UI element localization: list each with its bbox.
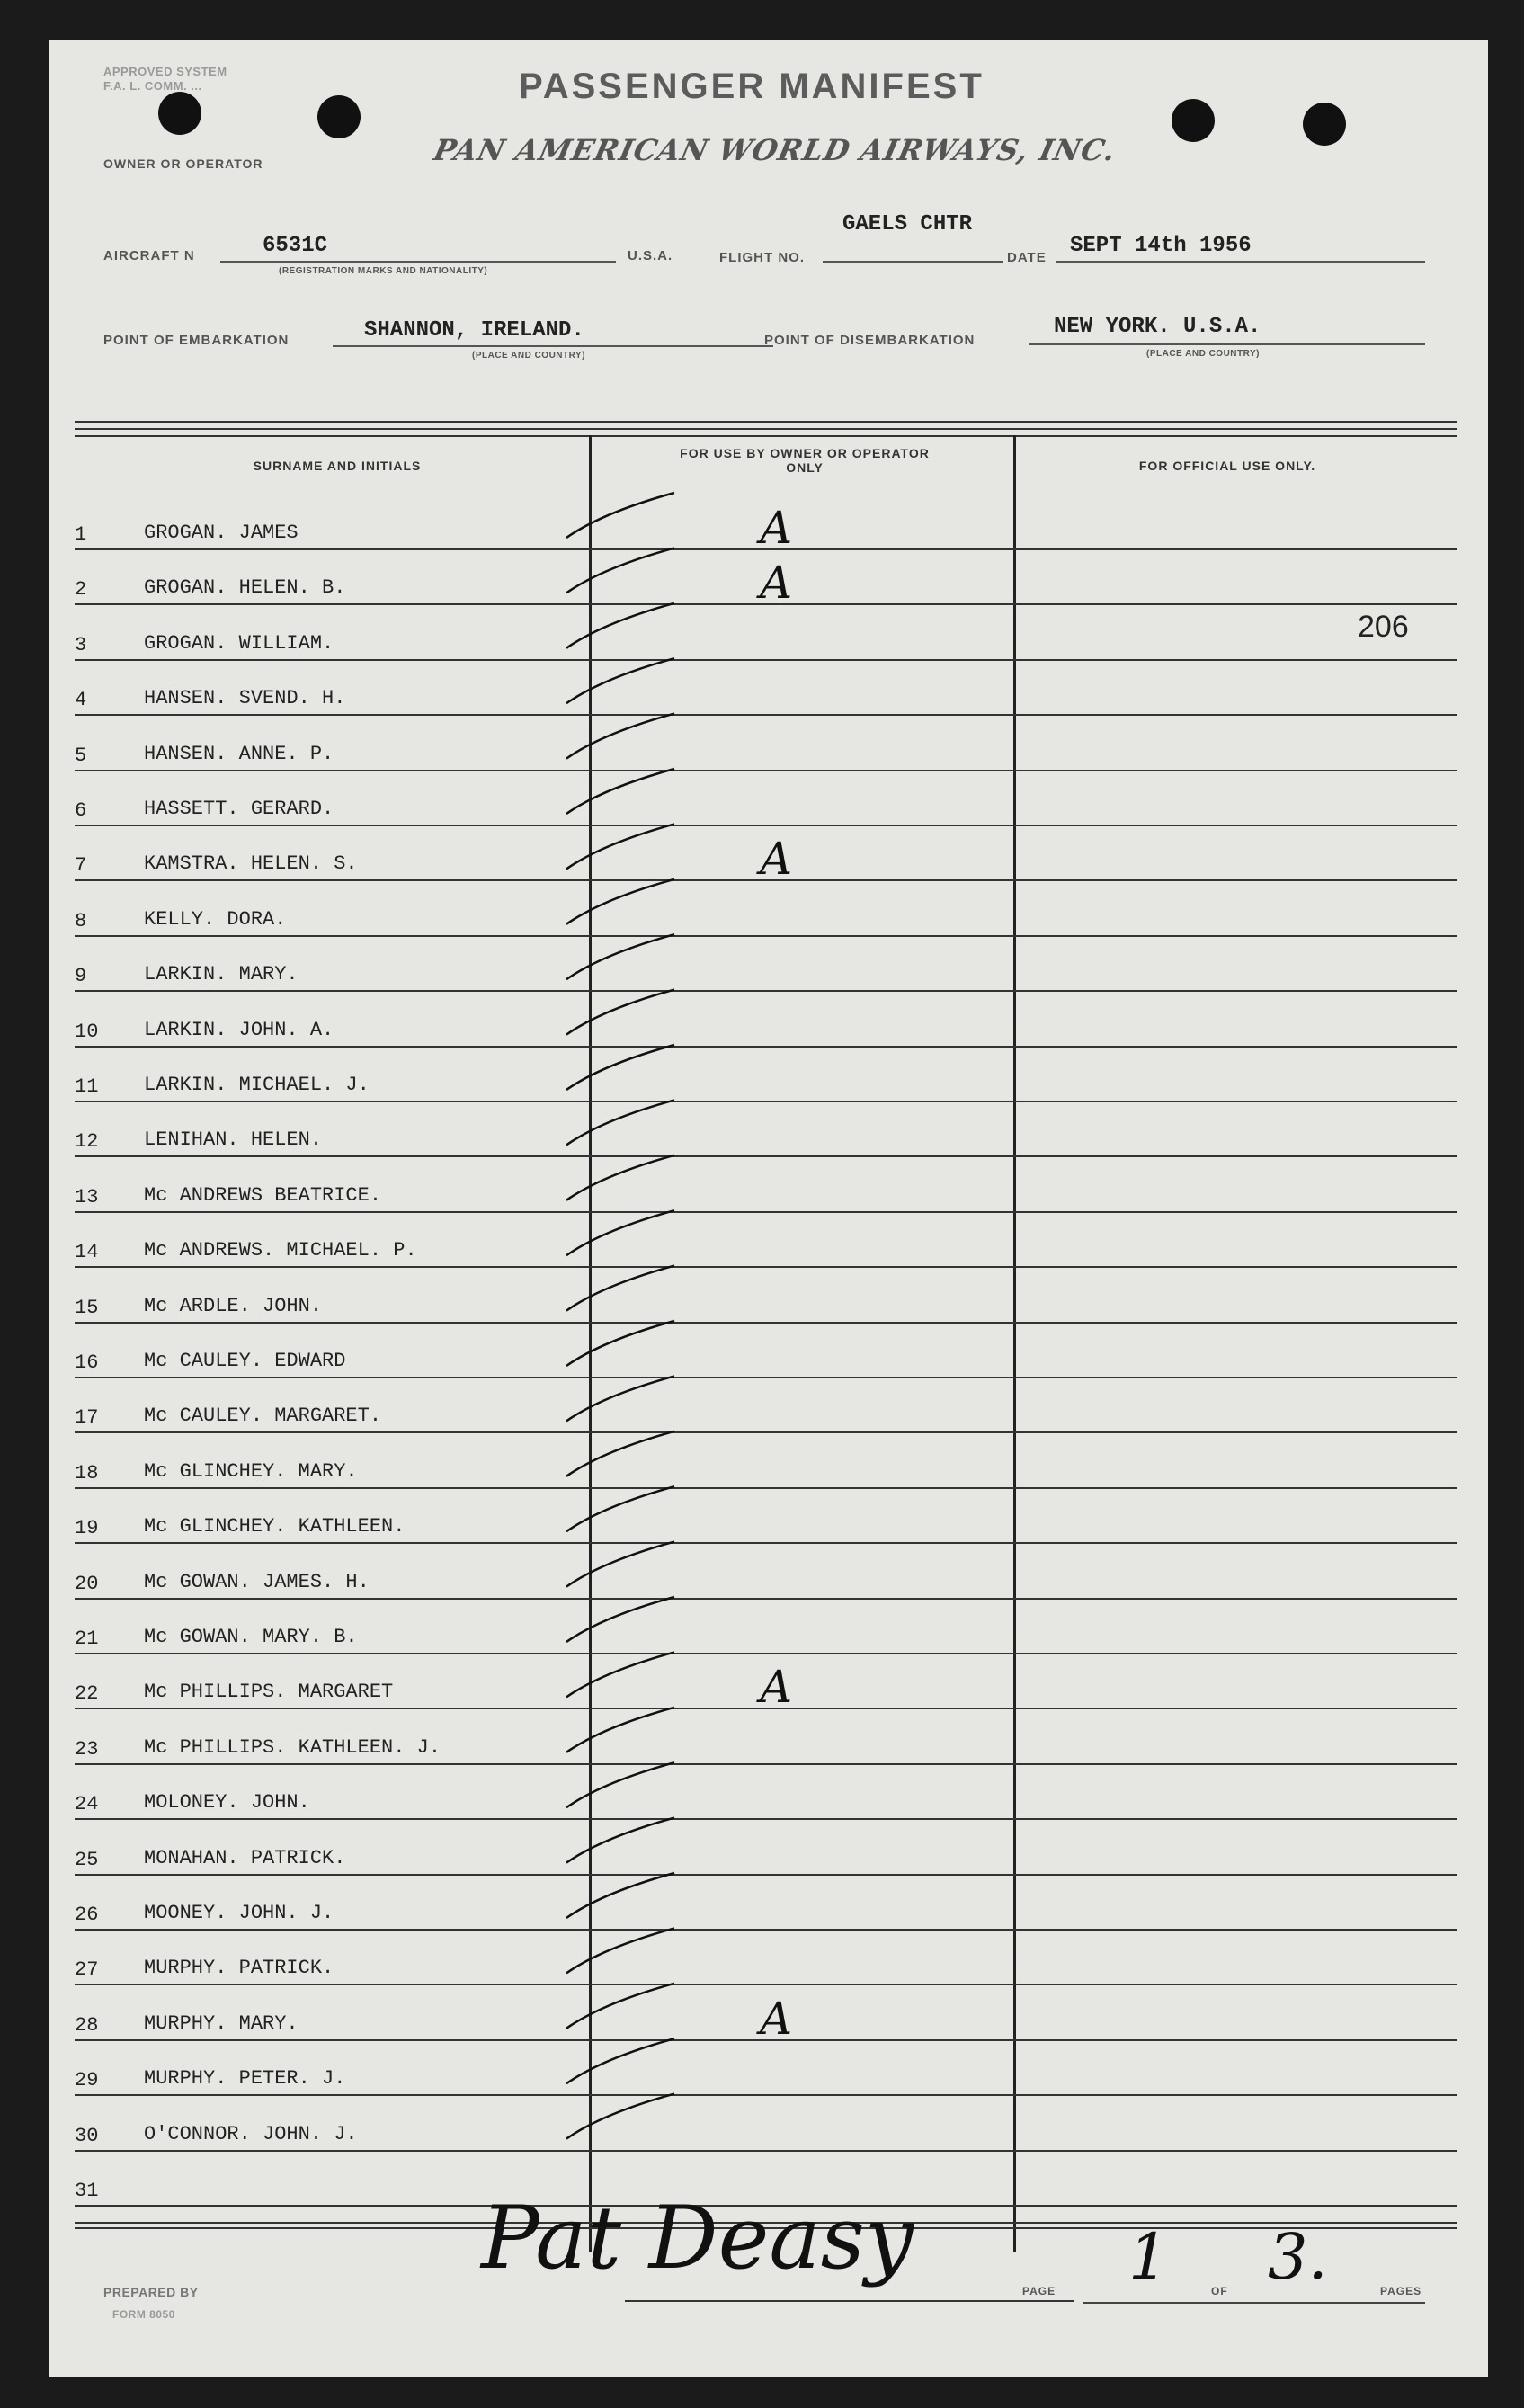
tick-mark xyxy=(566,603,674,648)
embark-label: POINT OF EMBARKATION xyxy=(103,333,290,348)
col-header-operator: FOR USE BY OWNER OR OPERATOR ONLY xyxy=(680,446,930,475)
passenger-name: MURPHY. PATRICK. xyxy=(144,1957,334,1980)
passenger-name: HANSEN. ANNE. P. xyxy=(144,742,334,765)
row-number: 24 xyxy=(75,1793,99,1816)
tick-mark xyxy=(566,1210,674,1255)
tick-mark xyxy=(566,1321,674,1366)
operator-mark: A xyxy=(760,557,793,610)
row-number: 27 xyxy=(75,1958,99,1982)
row-number: 29 xyxy=(75,2069,99,2092)
row-number: 11 xyxy=(75,1075,99,1098)
tick-mark xyxy=(566,1708,674,1752)
country-text: U.S.A. xyxy=(628,248,673,263)
row-number: 9 xyxy=(75,965,87,988)
passenger-name: HASSETT. GERARD. xyxy=(144,798,334,820)
row-number: 6 xyxy=(75,799,87,822)
operator-mark: A xyxy=(760,1992,793,2045)
passenger-name: MOONEY. JOHN. J. xyxy=(144,1902,334,1924)
row-number: 25 xyxy=(75,1848,99,1871)
approval-text: APPROVED SYSTEM F.A. L. COMM. ... xyxy=(103,65,227,93)
row-number: 19 xyxy=(75,1517,99,1540)
passenger-name: Mc ANDREWS. MICHAEL. P. xyxy=(144,1239,417,1262)
flight-value: GAELS CHTR xyxy=(842,212,973,236)
passenger-name: LENIHAN. HELEN. xyxy=(144,1128,323,1152)
passenger-name: Mc GOWAN. MARY. B. xyxy=(144,1626,358,1648)
place-caption-1: (PLACE AND COUNTRY) xyxy=(472,351,585,361)
disembark-value: NEW YORK. U.S.A. xyxy=(1054,315,1261,339)
aircraft-label: AIRCRAFT N xyxy=(103,248,195,263)
row-number: 20 xyxy=(75,1572,99,1595)
page-current: 1 xyxy=(1128,2220,1169,2294)
tick-marks xyxy=(49,40,1488,2377)
tick-mark xyxy=(566,1155,674,1200)
tick-mark xyxy=(566,1818,674,1863)
row-number: 3 xyxy=(75,633,87,656)
passenger-name: LARKIN. MARY. xyxy=(144,963,299,986)
tick-mark xyxy=(566,1266,674,1311)
tick-mark xyxy=(566,1376,674,1421)
row-number: 21 xyxy=(75,1628,99,1650)
tick-mark xyxy=(566,714,674,759)
passenger-name: Mc ARDLE. JOHN. xyxy=(144,1294,323,1317)
row-number: 13 xyxy=(75,1185,99,1208)
flight-label: FLIGHT NO. xyxy=(719,250,805,265)
passenger-name: LARKIN. JOHN. A. xyxy=(144,1018,334,1041)
row-number: 4 xyxy=(75,689,87,712)
tick-mark xyxy=(566,1928,674,1973)
row-number: 16 xyxy=(75,1351,99,1374)
row-number: 14 xyxy=(75,1241,99,1264)
tick-mark xyxy=(566,769,674,814)
row-number: 28 xyxy=(75,2013,99,2037)
passenger-name: MONAHAN. PATRICK. xyxy=(144,1846,346,1869)
row-number: 17 xyxy=(75,1406,99,1430)
row-number: 7 xyxy=(75,854,87,878)
tick-mark xyxy=(566,1873,674,1918)
row-number: 15 xyxy=(75,1296,99,1319)
passenger-name: Mc PHILLIPS. MARGARET xyxy=(144,1681,394,1704)
passenger-name: MOLONEY. JOHN. xyxy=(144,1791,310,1815)
page-title: PASSENGER MANIFEST xyxy=(519,67,985,106)
row-number: 2 xyxy=(75,578,87,602)
embark-value: SHANNON, IRELAND. xyxy=(364,318,584,343)
place-caption-2: (PLACE AND COUNTRY) xyxy=(1146,349,1260,359)
operator-mark: A xyxy=(760,833,793,886)
row-number: 30 xyxy=(75,2124,99,2147)
page-total: 3. xyxy=(1268,2220,1328,2294)
manifest-sheet xyxy=(49,40,1488,2377)
tick-mark xyxy=(566,879,674,924)
page-line xyxy=(1083,2302,1425,2304)
tick-mark xyxy=(566,1597,674,1642)
row-number: 10 xyxy=(75,1020,99,1043)
passenger-name: HANSEN. SVEND. H. xyxy=(144,687,346,710)
tick-mark xyxy=(566,1100,674,1145)
passenger-name: Mc CAULEY. EDWARD xyxy=(144,1350,346,1372)
tick-mark xyxy=(566,548,674,593)
row-number: 18 xyxy=(75,1461,99,1485)
tick-mark xyxy=(566,1762,674,1807)
tick-mark xyxy=(566,990,674,1035)
tick-mark xyxy=(566,1984,674,2029)
row-number: 5 xyxy=(75,744,87,767)
passenger-name: GROGAN. WILLIAM. xyxy=(144,631,334,655)
row-number: 8 xyxy=(75,909,87,932)
prepared-label: PREPARED BY xyxy=(103,2285,199,2299)
passenger-name: Mc CAULEY. MARGARET. xyxy=(144,1405,382,1428)
pages-label: PAGES xyxy=(1380,2285,1422,2297)
operator-mark: A xyxy=(760,1661,793,1714)
passenger-name: O'CONNOR. JOHN. J. xyxy=(144,2122,358,2145)
operator-mark: A xyxy=(760,502,793,554)
tick-mark xyxy=(566,1542,674,1587)
passenger-name: Mc GOWAN. JAMES. H. xyxy=(144,1570,370,1593)
col-header-official: FOR OFFICIAL USE ONLY. xyxy=(1138,459,1316,473)
passenger-name: MURPHY. PETER. J. xyxy=(144,2067,346,2091)
row-number: 26 xyxy=(75,1904,99,1926)
row-number: 1 xyxy=(75,523,87,546)
of-label: OF xyxy=(1211,2285,1228,2297)
passenger-name: GROGAN. JAMES xyxy=(144,522,299,544)
signature: Pat Deasy xyxy=(481,2188,914,2288)
tick-mark xyxy=(566,934,674,979)
tick-mark xyxy=(566,1652,674,1697)
passenger-name: MURPHY. MARY. xyxy=(144,2011,299,2035)
row-number: 22 xyxy=(75,1682,99,1706)
passenger-name: KELLY. DORA. xyxy=(144,907,287,931)
tick-mark xyxy=(566,824,674,869)
disembark-label: POINT OF DISEMBARKATION xyxy=(764,333,976,348)
tick-mark xyxy=(566,2094,674,2139)
date-value: SEPT 14th 1956 xyxy=(1070,234,1252,258)
passenger-name: KAMSTRA. HELEN. S. xyxy=(144,852,358,876)
tick-mark xyxy=(566,1431,674,1476)
date-label: DATE xyxy=(1007,250,1047,265)
passenger-name: LARKIN. MICHAEL. J. xyxy=(144,1074,370,1096)
passenger-name: Mc ANDREWS BEATRICE. xyxy=(144,1183,382,1207)
aircraft-value: 6531C xyxy=(263,234,328,258)
col-header-name: SURNAME AND INITIALS xyxy=(253,459,422,473)
tick-mark xyxy=(566,493,674,538)
row-number: 31 xyxy=(75,2180,99,2202)
passenger-name: GROGAN. HELEN. B. xyxy=(144,576,346,600)
row-number: 12 xyxy=(75,1130,99,1154)
passenger-name: Mc PHILLIPS. KATHLEEN. J. xyxy=(144,1735,441,1759)
tick-mark xyxy=(566,1486,674,1531)
signature-line xyxy=(625,2300,1074,2302)
form-code: FORM 8050 xyxy=(112,2308,175,2321)
passenger-name: Mc GLINCHEY. MARY. xyxy=(144,1459,358,1483)
owner-value: PAN AMERICAN WORLD AIRWAYS, INC. xyxy=(430,133,1119,167)
registration-caption: (REGISTRATION MARKS AND NATIONALITY) xyxy=(279,266,488,276)
official-number: 206 xyxy=(1358,610,1409,644)
tick-mark xyxy=(566,658,674,703)
row-number: 23 xyxy=(75,1737,99,1761)
owner-label: OWNER OR OPERATOR xyxy=(103,156,263,171)
tick-mark xyxy=(566,1045,674,1090)
tick-mark xyxy=(566,2038,674,2083)
page-label: PAGE xyxy=(1022,2285,1056,2297)
passenger-name: Mc GLINCHEY. KATHLEEN. xyxy=(144,1515,406,1538)
